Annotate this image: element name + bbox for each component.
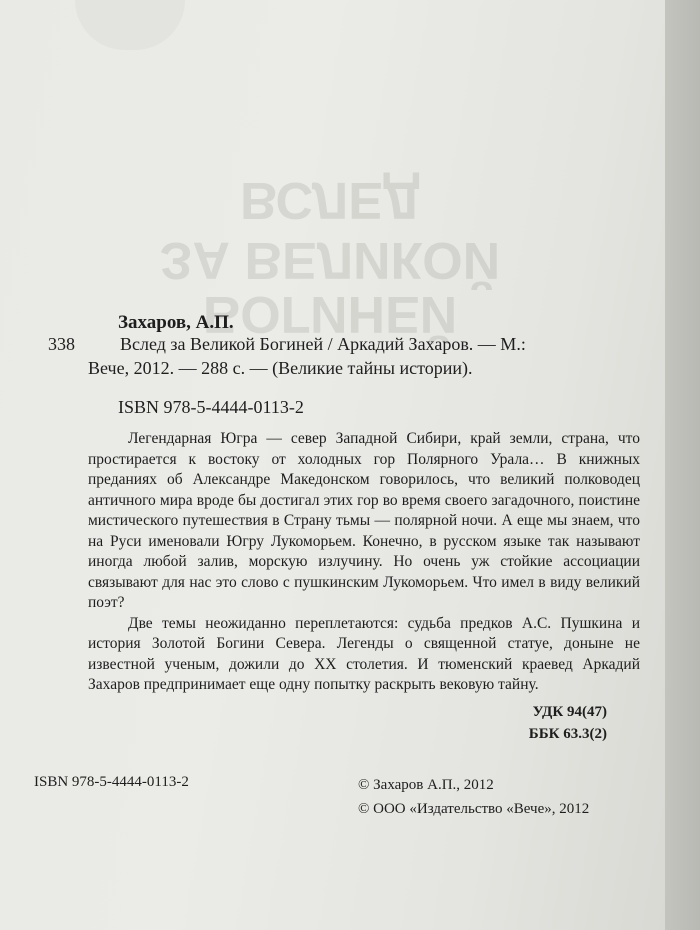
bbk-code: ББК 63.3(2) [528, 726, 607, 742]
abstract-paragraph: Две темы неожиданно переплетаются: судьба предков А.С. Пушкина и история Золотой Богини Севера. Легенды о священной статуе, доныне не известной ученым, дожили до XX столетия. И тюменский краевед Аркадий Захаров предпринимает еще одну попытку раскрыть вековую тайну. [88, 614, 640, 693]
catalog-author: Захаров, А.П. [118, 312, 234, 333]
udk-code: УДК 94(47) [532, 704, 607, 720]
book-abstract [88, 429, 640, 696]
catalog-isbn: ISBN 978-5-4444-0113-2 [118, 397, 304, 417]
bleed-through-title: ВСЛЕД [239, 171, 421, 229]
bleed-through-title: БОГИНЕЙ [202, 285, 458, 343]
bleed-through-emblem [75, 0, 185, 50]
page-edge-shadow [665, 0, 700, 930]
footer-isbn: ISBN 978-5-4444-0113-2 [34, 774, 189, 790]
catalog-entry-line1: Вслед за Великой Богиней / Аркадий Захаров. — М.: [120, 334, 526, 354]
copyright-publisher: © ООО «Издательство «Вече», 2012 [358, 801, 590, 817]
copyright-author: © Захаров А.П., 2012 [358, 777, 494, 793]
catalog-code: 338 [48, 334, 75, 354]
bleed-through-title: ЗА ВЕЛИКОЙ [159, 231, 501, 289]
catalog-entry-line2: Вече, 2012. — 288 с. — (Великие тайны истории). [88, 358, 473, 378]
abstract-paragraph: Легендарная Югра — север Западной Сибири, край земли, страна, что простирается к востоку от холодных гор Полярного Урала… В книжных преданиях об Александре Македонском говорилось, что великий полководец античного мира вроде бы достигал этих гор во время своего загадочного, поистине мистического путешествия в Страну тьмы — полярной ночи. А еще мы знаем, что на Руси именовали Югру Лукоморьем. Конечно, в русском языке так называют иногда любой залив, морскую излучину. Но очень уж стойкие ассоциации связывают для нас это слово с пушкинским Лукоморьем. Что имел в виду великий поэт? [88, 430, 640, 611]
